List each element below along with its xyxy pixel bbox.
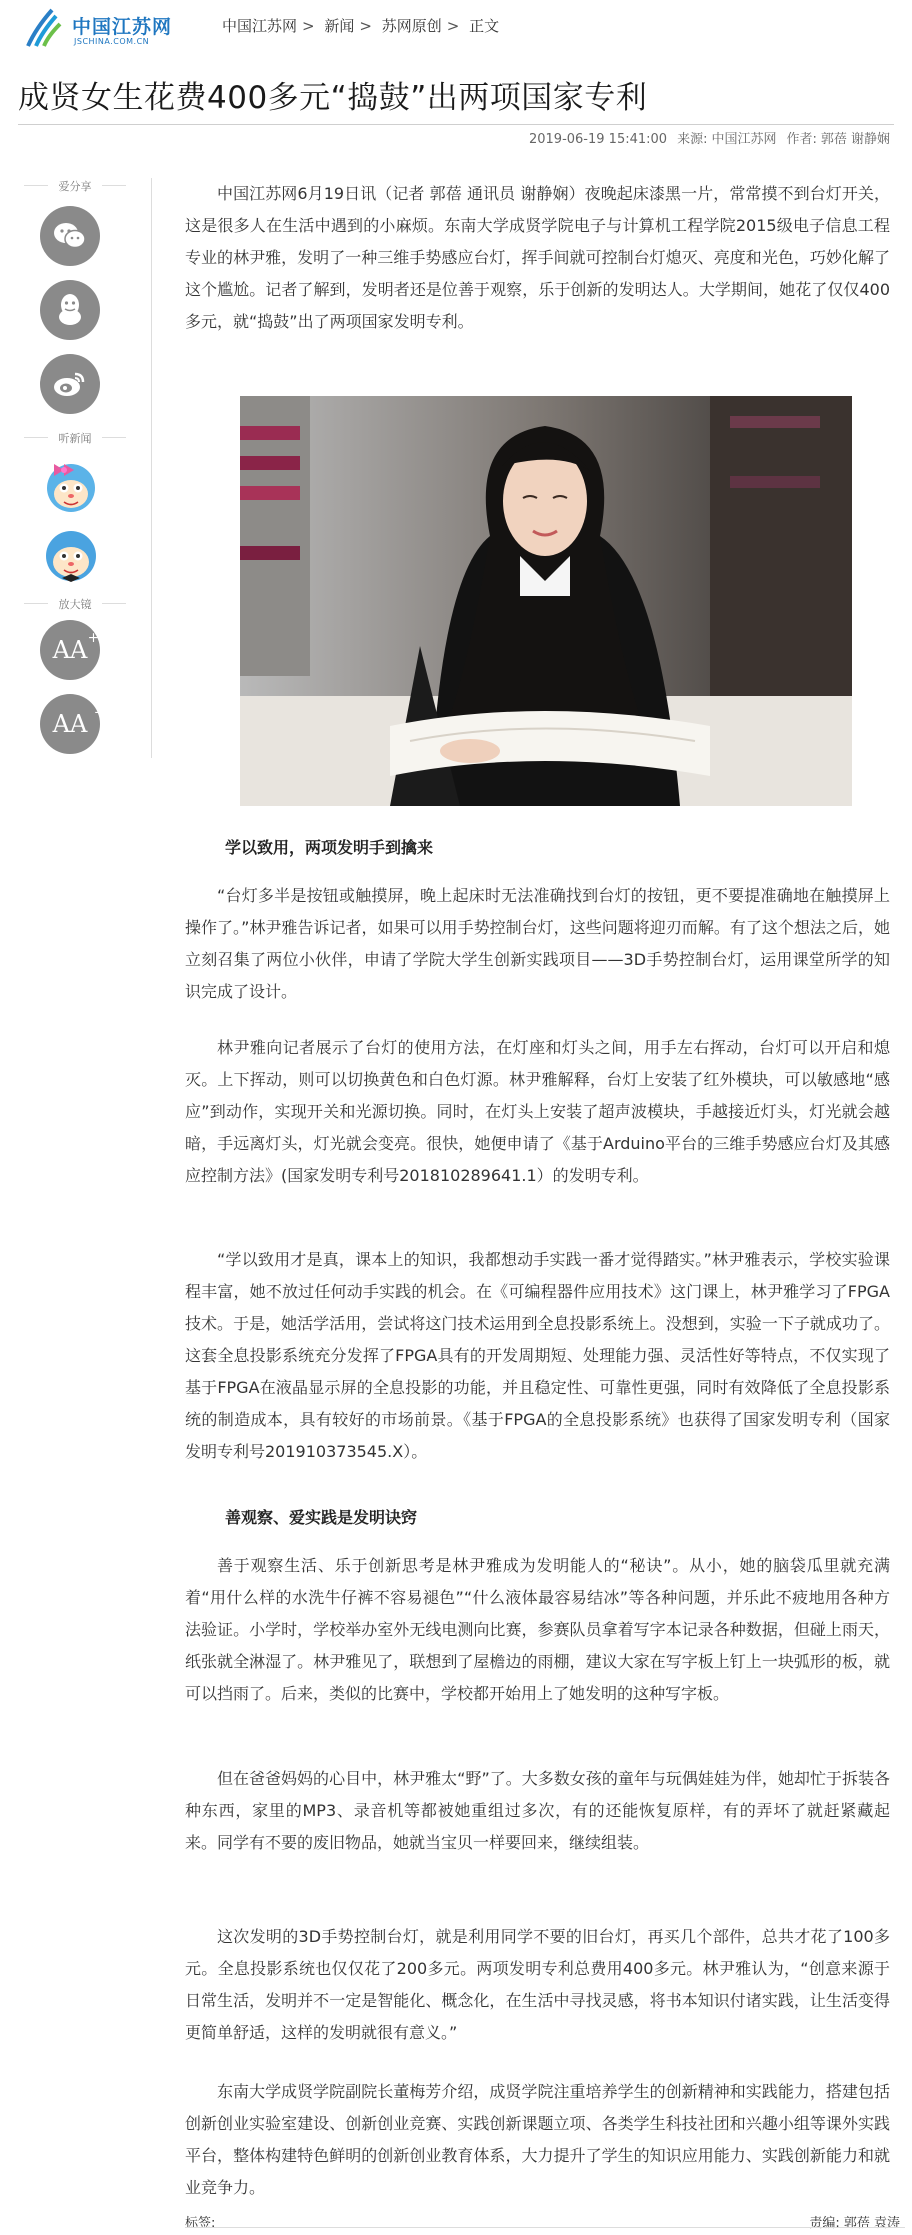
male-avatar-icon bbox=[40, 524, 102, 586]
zoom-label: 放大镜 bbox=[20, 596, 130, 612]
weibo-share-button[interactable] bbox=[40, 354, 100, 414]
editor-names: 郭蓓 袁涛 bbox=[843, 2216, 900, 2231]
share-label: 爱分享 bbox=[20, 178, 130, 194]
qq-share-button[interactable] bbox=[40, 280, 100, 340]
footer-divider bbox=[185, 2227, 905, 2228]
breadcrumb-home[interactable]: 中国江苏网 bbox=[222, 17, 298, 35]
wechat-icon bbox=[53, 221, 87, 251]
font-size-increase-button[interactable] bbox=[40, 620, 100, 680]
paragraph-lead: 中国江苏网6月19日讯（记者 郭蓓 通讯员 谢静娴）夜晚起床漆黑一片，常常摸不到台灯开关，这是很多人在生活中遇到的小麻烦。东南大学成贤学院电子与计算机工程学院2015级电子信息工程专业的林尹雅，发明了一种三维手势感应台灯，挥手间就可控制台灯熄灭、亮度和光色，巧妙化解了这个尴尬。记者了解到，发明者还是位善于观察，乐于创新的发明达人。大学期间，她花了仅仅400多元，就“捣鼓”出了两项国家发明专利。 bbox=[185, 184, 890, 331]
female-avatar-icon bbox=[40, 454, 102, 516]
breadcrumb-separator: > bbox=[359, 17, 372, 35]
weibo-icon bbox=[53, 369, 87, 399]
breadcrumb-separator: > bbox=[446, 17, 460, 35]
paragraph: 善于观察生活、乐于创新思考是林尹雅成为发明能人的“秘诀”。从小，她的脑袋瓜里就充满着“用什么样的水洗牛仔裤不容易褪色”“什么液体最容易结冰”等各种问题，并乐此不疲地用各种方法验证。小学时，学校举办室外无线电测向比赛，参赛队员拿着写字本记录各种数据，但碰上雨天，纸张就全淋湿了。林尹雅见了，联想到了屋檐边的雨棚，建议大家在写字板上钉上一块弧形的板，就可以挡雨了。后来，类似的比赛中，学校都开始用上了她发明的这种写字板。 bbox=[185, 1556, 890, 1703]
logo-domain: JSCHINA.COM.CN bbox=[74, 37, 150, 46]
page-title: 成贤女生花费400多元“捣鼓”出两项国家专利 bbox=[18, 80, 648, 116]
zoom-out-letter: A bbox=[70, 710, 88, 738]
listen-female-voice-button[interactable] bbox=[40, 454, 102, 516]
zoom-in-letter: A bbox=[52, 636, 70, 664]
subheading-1: 学以致用，两项发明手到擒来 bbox=[225, 838, 434, 857]
breadcrumb-current: 正文 bbox=[469, 17, 500, 35]
breadcrumb-separator: > bbox=[302, 17, 315, 35]
logo-mark-icon bbox=[22, 6, 66, 50]
listen-male-voice-button[interactable] bbox=[40, 524, 102, 586]
zoom-out-minus: - bbox=[94, 704, 100, 720]
paragraph: 这次发明的3D手势控制台灯，就是利用同学不要的旧台灯，再买几个部件，总共才花了100多元。全息投影系统也仅仅花了200多元。两项发明专利总费用400多元。林尹雅认为，“创意来源于日常生活，发明并不一定是智能化、概念化，在生活中寻找灵感，将书本知识付诸实践，让生活变得更简单舒适，这样的发明就很有意义。” bbox=[185, 1927, 890, 2042]
paragraph: “台灯多半是按钮或触摸屏，晚上起床时无法准确找到台灯的按钮，更不要提准确地在触摸屏上操作了。”林尹雅告诉记者，如果可以用手势控制台灯，这些问题将迎刃而解。有了这个想法之后，她立刻召集了两位小伙伴，申请了学院大学生创新实践项目——3D手势控制台灯，运用课堂所学的知识完成了设计。 bbox=[185, 886, 890, 1001]
source-label: 来源: bbox=[677, 132, 708, 147]
article-photo bbox=[240, 396, 852, 806]
article-datetime: 2019-06-19 15:41:00 bbox=[528, 132, 668, 147]
breadcrumb bbox=[222, 15, 504, 36]
student-photo-image bbox=[240, 396, 852, 806]
paragraph: 但在爸爸妈妈的心目中，林尹雅太“野”了。大多数女孩的童年与玩偶娃娃为伴，她却忙于拆装各种东西，家里的MP3、录音机等都被她重组过多次，有的还能恢复原样，有的弄坏了就赶紧藏起来。同学有不要的废旧物品，她就当宝贝一样要回来，继续组装。 bbox=[185, 1769, 890, 1852]
font-size-decrease-button[interactable] bbox=[40, 694, 100, 754]
article-author: 郭蓓 谢静娴 bbox=[820, 132, 890, 147]
logo-text: 中国江苏网 bbox=[72, 16, 173, 38]
paragraph: “学以致用才是真，课本上的知识，我都想动手实践一番才觉得踏实。”林尹雅表示，学校实验课程丰富，她不放过任何动手实践的机会。在《可编程器件应用技术》这门课上，林尹雅学习了FPGA技术。于是，她活学活用，尝试将这门技术运用到全息投影系统上。没想到，实验一下子就成功了。这套全息投影系统充分发挥了FPGA具有的开发周期短、处理能力强、灵活性好等特点，不仅实现了基于FPGA在液晶显示屏的全息投影的功能，并且稳定性、可靠性更强，同时有效降低了全息投影系统的制造成本，具有较好的市场前景。《基于FPGA的全息投影系统》也获得了国家发明专利（国家发明专利号201910373545.X）。 bbox=[185, 1250, 890, 1461]
site-logo[interactable] bbox=[22, 6, 192, 50]
sidebar-divider bbox=[151, 178, 152, 758]
tags-row bbox=[185, 2212, 215, 2231]
paragraph: 林尹雅向记者展示了台灯的使用方法，在灯座和灯头之间，用手左右挥动，台灯可以开启和熄灭。上下挥动，则可以切换黄色和白色灯源。林尹雅解释，台灯上安装了红外模块，可以敏感地“感应”到动作，实现开关和光源切换。同时，在灯头上安装了超声波模块，手越接近灯头，灯光就会越暗，手远离灯头，灯光就会变亮。很快，她便申请了《基于Arduino平台的三维手势感应台灯及其感应控制方法》(国家发明专利号201810289641.1）的发明专利。 bbox=[185, 1038, 890, 1185]
wechat-share-button[interactable] bbox=[40, 206, 100, 266]
site-header bbox=[0, 0, 912, 56]
article-source[interactable]: 中国江苏网 bbox=[711, 132, 777, 147]
zoom-in-icon bbox=[52, 630, 100, 664]
tags-label: 标签: bbox=[185, 2216, 216, 2231]
subheading-2: 善观察、爱实践是发明诀窍 bbox=[225, 1508, 418, 1527]
author-label: 作者: bbox=[786, 132, 817, 147]
editor-label: 责编: bbox=[809, 2216, 840, 2231]
article-meta bbox=[519, 128, 890, 147]
listen-label: 听新闻 bbox=[20, 430, 130, 446]
breadcrumb-news[interactable]: 新闻 bbox=[324, 17, 355, 35]
zoom-in-letter: A bbox=[70, 636, 88, 664]
zoom-out-letter: A bbox=[52, 710, 70, 738]
zoom-out-icon bbox=[52, 704, 100, 738]
qq-penguin-icon bbox=[56, 293, 84, 327]
paragraph: 东南大学成贤学院副院长董梅芳介绍，成贤学院注重培养学生的创新精神和实践能力，搭建包括创新创业实验室建设、创新创业竞赛、实践创新课题立项、各类学生科技社团和兴趣小组等课外实践平台，整体构建特色鲜明的创新创业教育体系，大力提升了学生的知识应用能力、实践创新能力和就业竞争力。 bbox=[185, 2082, 890, 2197]
editor-credit bbox=[809, 2212, 900, 2231]
zoom-in-plus: + bbox=[87, 630, 100, 646]
breadcrumb-original[interactable]: 苏网原创 bbox=[381, 17, 442, 35]
title-divider bbox=[18, 124, 894, 125]
